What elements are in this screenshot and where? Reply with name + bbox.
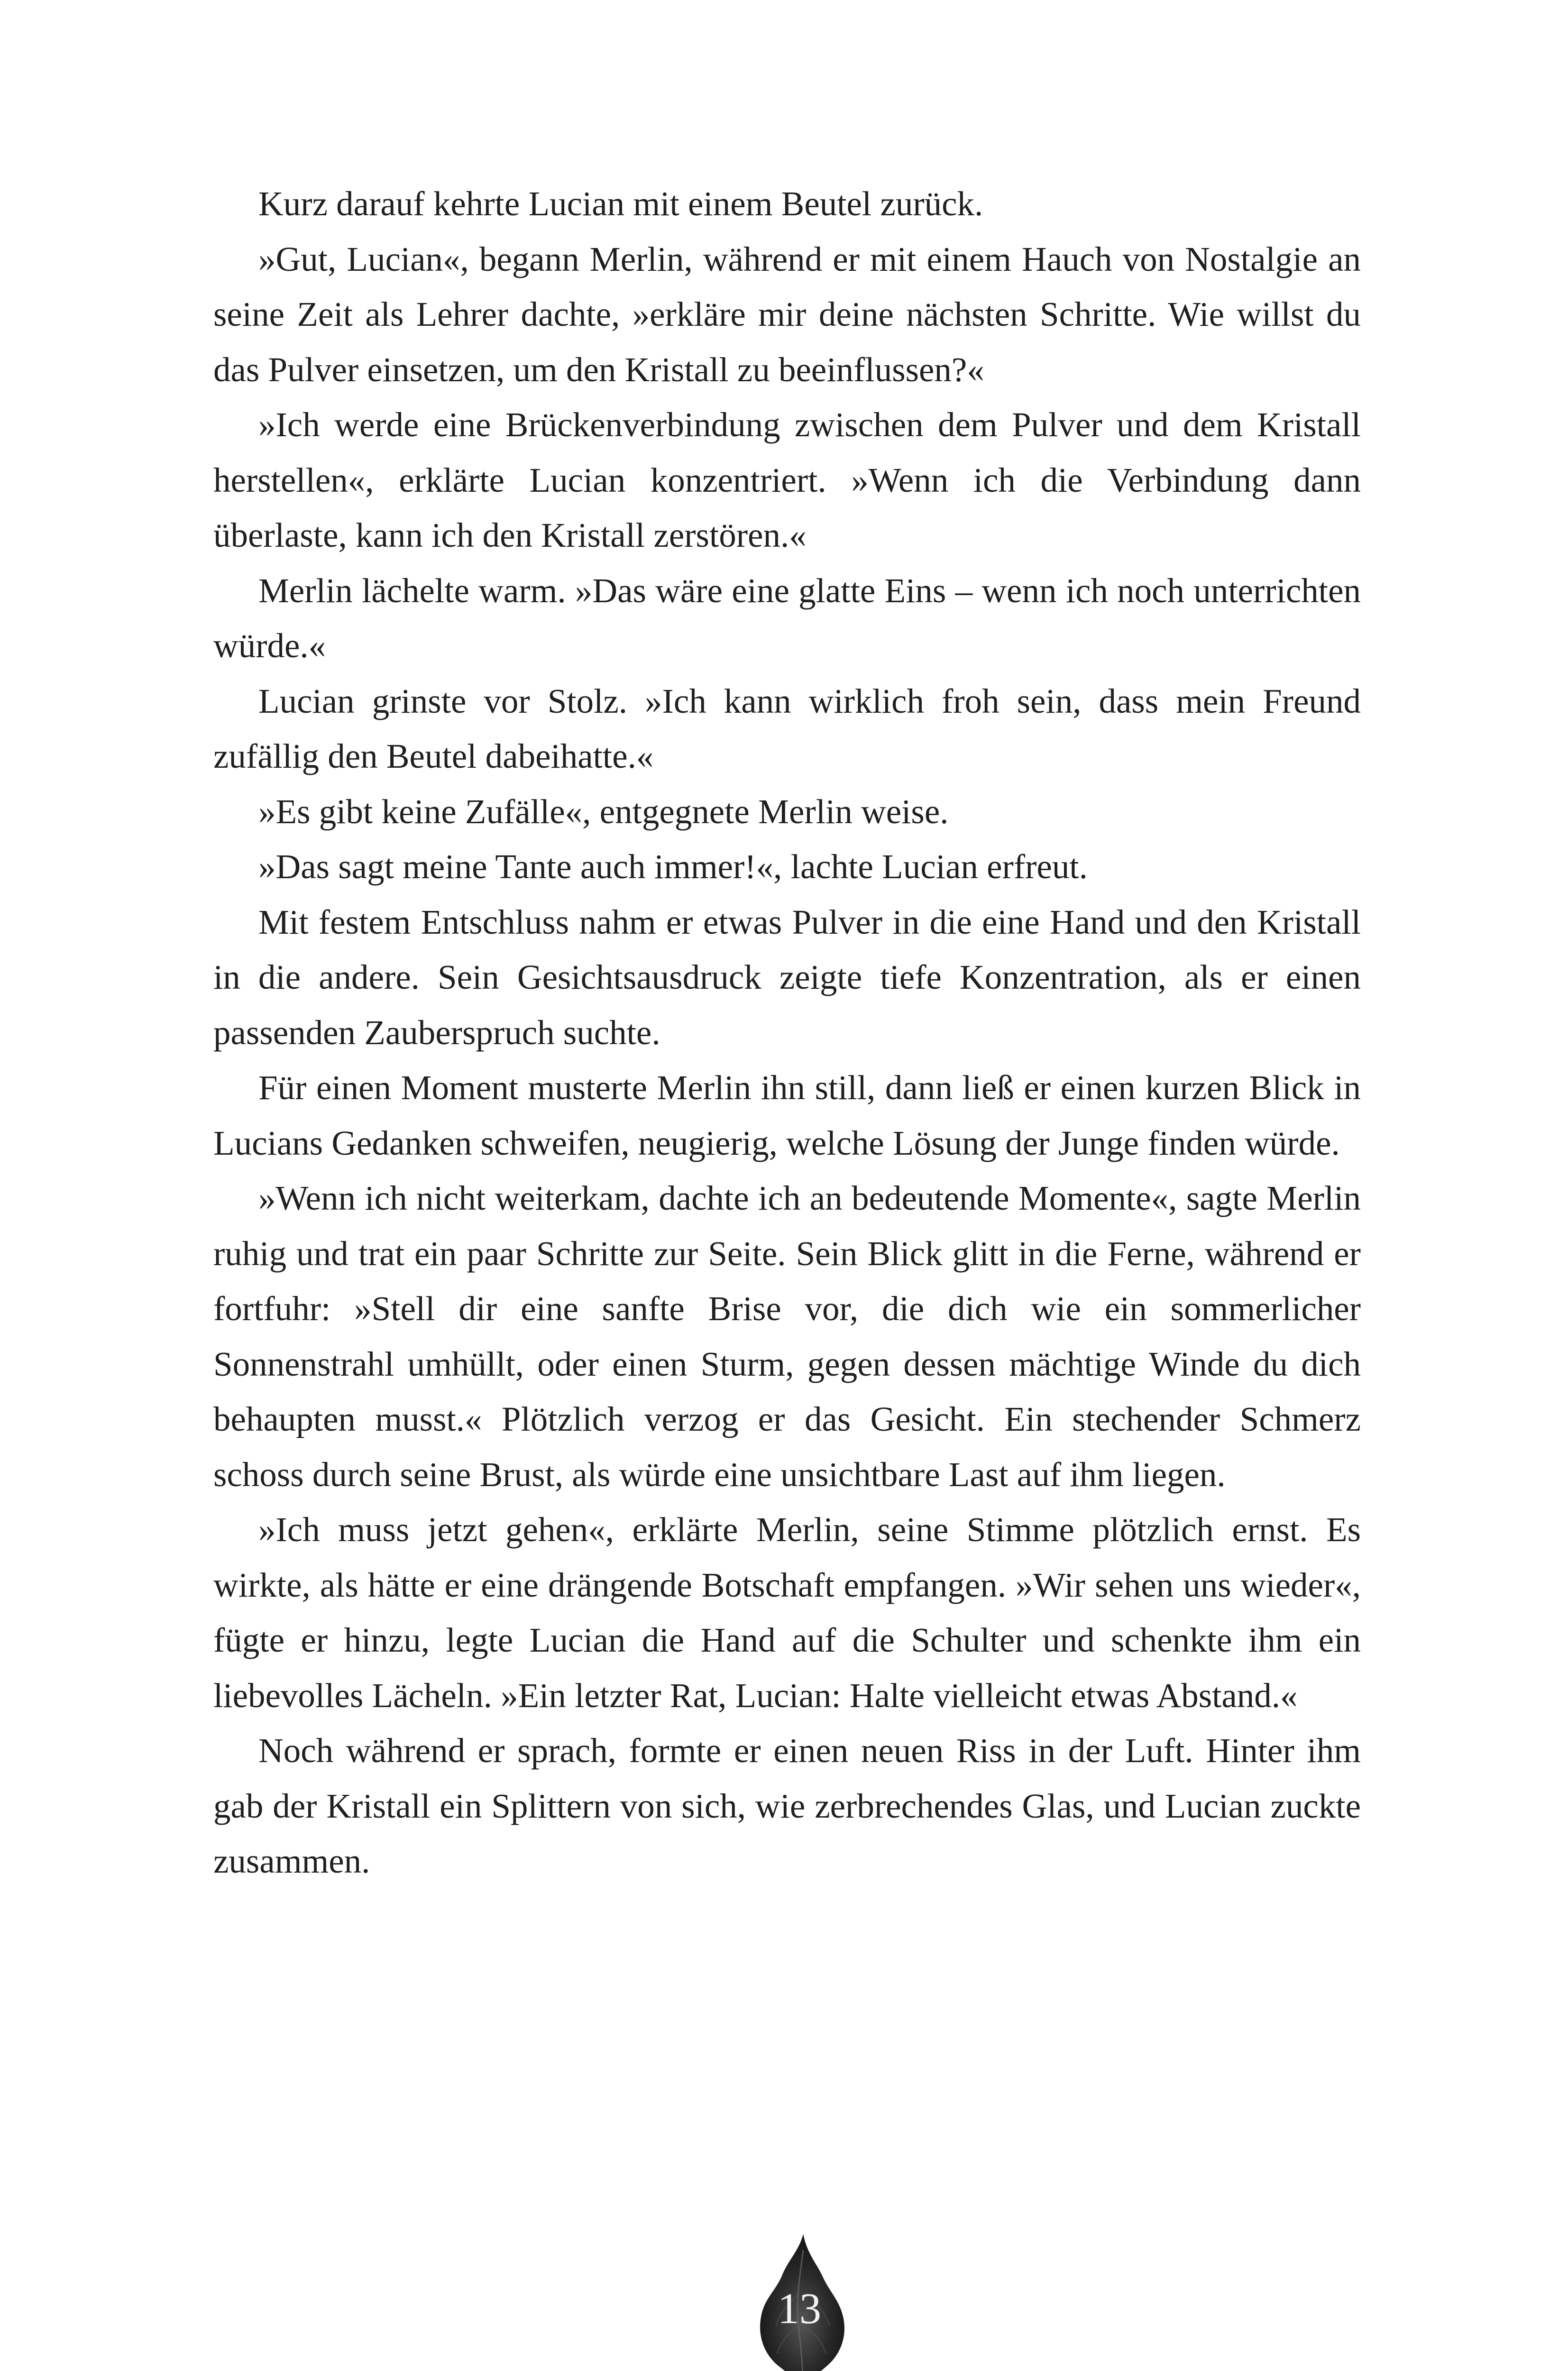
paragraph: Für einen Moment musterte Merlin ihn still, dann ließ er einen kurzen Blick in Lucians Gedanken schweifen, neugierig, welche Lösung der Junge finden würde. — [213, 1068, 1361, 1162]
paragraph: Lucian grinste vor Stolz. »Ich kann wirklich froh sein, dass mein Freund zufällig den Beutel dabeihatte.« — [213, 681, 1361, 775]
paragraph: »Gut, Lucian«, begann Merlin, während er mit einem Hauch von Nostalgie an seine Zeit als Lehrer dachte, »erkläre mir deine nächsten Schritte. Wie willst du das Pulver einsetzen, um den Kristall zu beeinflussen?« — [213, 239, 1361, 389]
paragraph: »Es gibt keine Zufälle«, entgegnete Merlin weise. — [258, 792, 949, 831]
paragraph: Noch während er sprach, formte er einen neuen Riss in der Luft. Hinter ihm gab der Kristall ein Splittern von sich, wie zerbrechendes Glas, und Lucian zuckte zusammen. — [213, 1731, 1361, 1880]
paragraph: Kurz darauf kehrte Lucian mit einem Beutel zurück. — [258, 184, 983, 223]
paragraph: »Das sagt meine Tante auch immer!«, lachte Lucian erfreut. — [258, 847, 1088, 886]
paragraph: Merlin lächelte warm. »Das wäre eine glatte Eins – wenn ich noch unterrichten würde.« — [213, 571, 1361, 665]
page-footer — [743, 2231, 861, 2371]
page-number: 13 — [778, 2284, 821, 2333]
body-text — [213, 176, 1361, 1889]
paragraph: »Ich werde eine Brückenverbindung zwischen dem Pulver und dem Kristall herstellen«, erklärte Lucian konzentriert. »Wenn ich die Verbindung dann überlaste, kann ich den Kristall zerstören.« — [213, 405, 1361, 554]
paragraph: »Wenn ich nicht weiterkam, dachte ich an bedeutende Momente«, sagte Merlin ruhig und trat ein paar Schritte zur Seite. Sein Blick glitt in die Ferne, während er fortfuhr: »Stell dir eine sanfte Brise vor, die dich wie ein sommerlicher Sonnenstrahl umhüllt, oder einen Sturm, gegen dessen mächtige Winde du dich behaupten musst.« Plötzlich verzog er das Gesicht. Ein stechender Schmerz schoss durch seine Brust, als würde eine unsichtbare Last auf ihm liegen. — [213, 1179, 1361, 1494]
paragraph: Mit festem Entschluss nahm er etwas Pulver in die eine Hand und den Kristall in die andere. Sein Gesichtsausdruck zeigte tiefe Konzentration, als er einen passenden Zauberspruch suchte. — [213, 902, 1361, 1052]
paragraph: »Ich muss jetzt gehen«, erklärte Merlin, seine Stimme plötzlich ernst. Es wirkte, als hätte er eine drängende Botschaft empfangen. »Wir sehen uns wieder«, fügte er hinzu, legte Lucian die Hand auf die Schulter und schenkte ihm ein liebevolles Lächeln. »Ein letzter Rat, Lucian: Halte vielleicht etwas Abstand.« — [213, 1510, 1361, 1715]
